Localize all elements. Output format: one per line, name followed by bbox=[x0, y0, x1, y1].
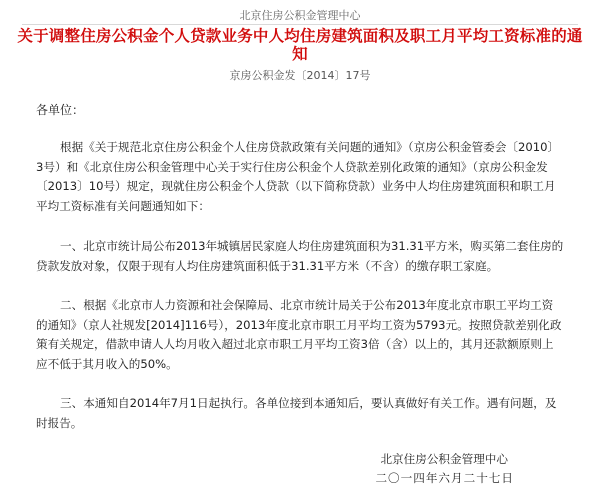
salutation: 各单位： bbox=[36, 103, 85, 117]
signature-organization: 北京住房公积金管理中心 bbox=[380, 452, 508, 466]
signature-date: 二〇一四年六月二十七日 bbox=[375, 471, 514, 485]
document-number: 京房公积金发〔2014〕17号 bbox=[229, 69, 371, 82]
paragraph-item-1: 一、北京市统计局公布2013年城镇居民家庭人均住房建筑面积为31.31平方米，购买第二套住房的贷款发放对象，仅限于现有人均住房建筑面积低于31.31平方米（不含）的缴存职工家庭。 bbox=[36, 239, 564, 273]
source-label: 北京住房公积金管理中心 bbox=[239, 9, 361, 22]
paragraph-item-3: 三、本通知自2014年7月1日起执行。各单位接到本通知后，要认真做好有关工作。遇有问题，及时报告。 bbox=[36, 396, 557, 430]
document-title: 关于调整住房公积金个人贷款业务中人均住房建筑面积及职工月平均工资标准的通知 bbox=[17, 27, 583, 63]
paragraph-intro: 根据《关于规范北京住房公积金个人住房贷款政策有关问题的通知》（京房公积金管委会〔2010〕3号）和《北京住房公积金管理中心关于实行住房公积金个人贷款差别化政策的通知》（京房公积金发〔2013〕10号）规定，现就住房公积金个人贷款（以下简称贷款）业务中人均住房建筑面积和职工月平均工资标准有关问题通知如下： bbox=[36, 140, 560, 213]
header-divider bbox=[22, 24, 578, 25]
paragraph-item-2: 二、根据《北京市人力资源和社会保障局、北京市统计局关于公布2013年度北京市职工平均工资的通知》（京人社规发[2014]116号），2013年度北京市职工月平均工资为5793元。按照贷款差别化政策有关规定，借款申请人人均月收入超过北京市职工月平均工资3倍（含）以上的，其月还款额原则上应不低于其月收入的50%。 bbox=[36, 298, 562, 371]
